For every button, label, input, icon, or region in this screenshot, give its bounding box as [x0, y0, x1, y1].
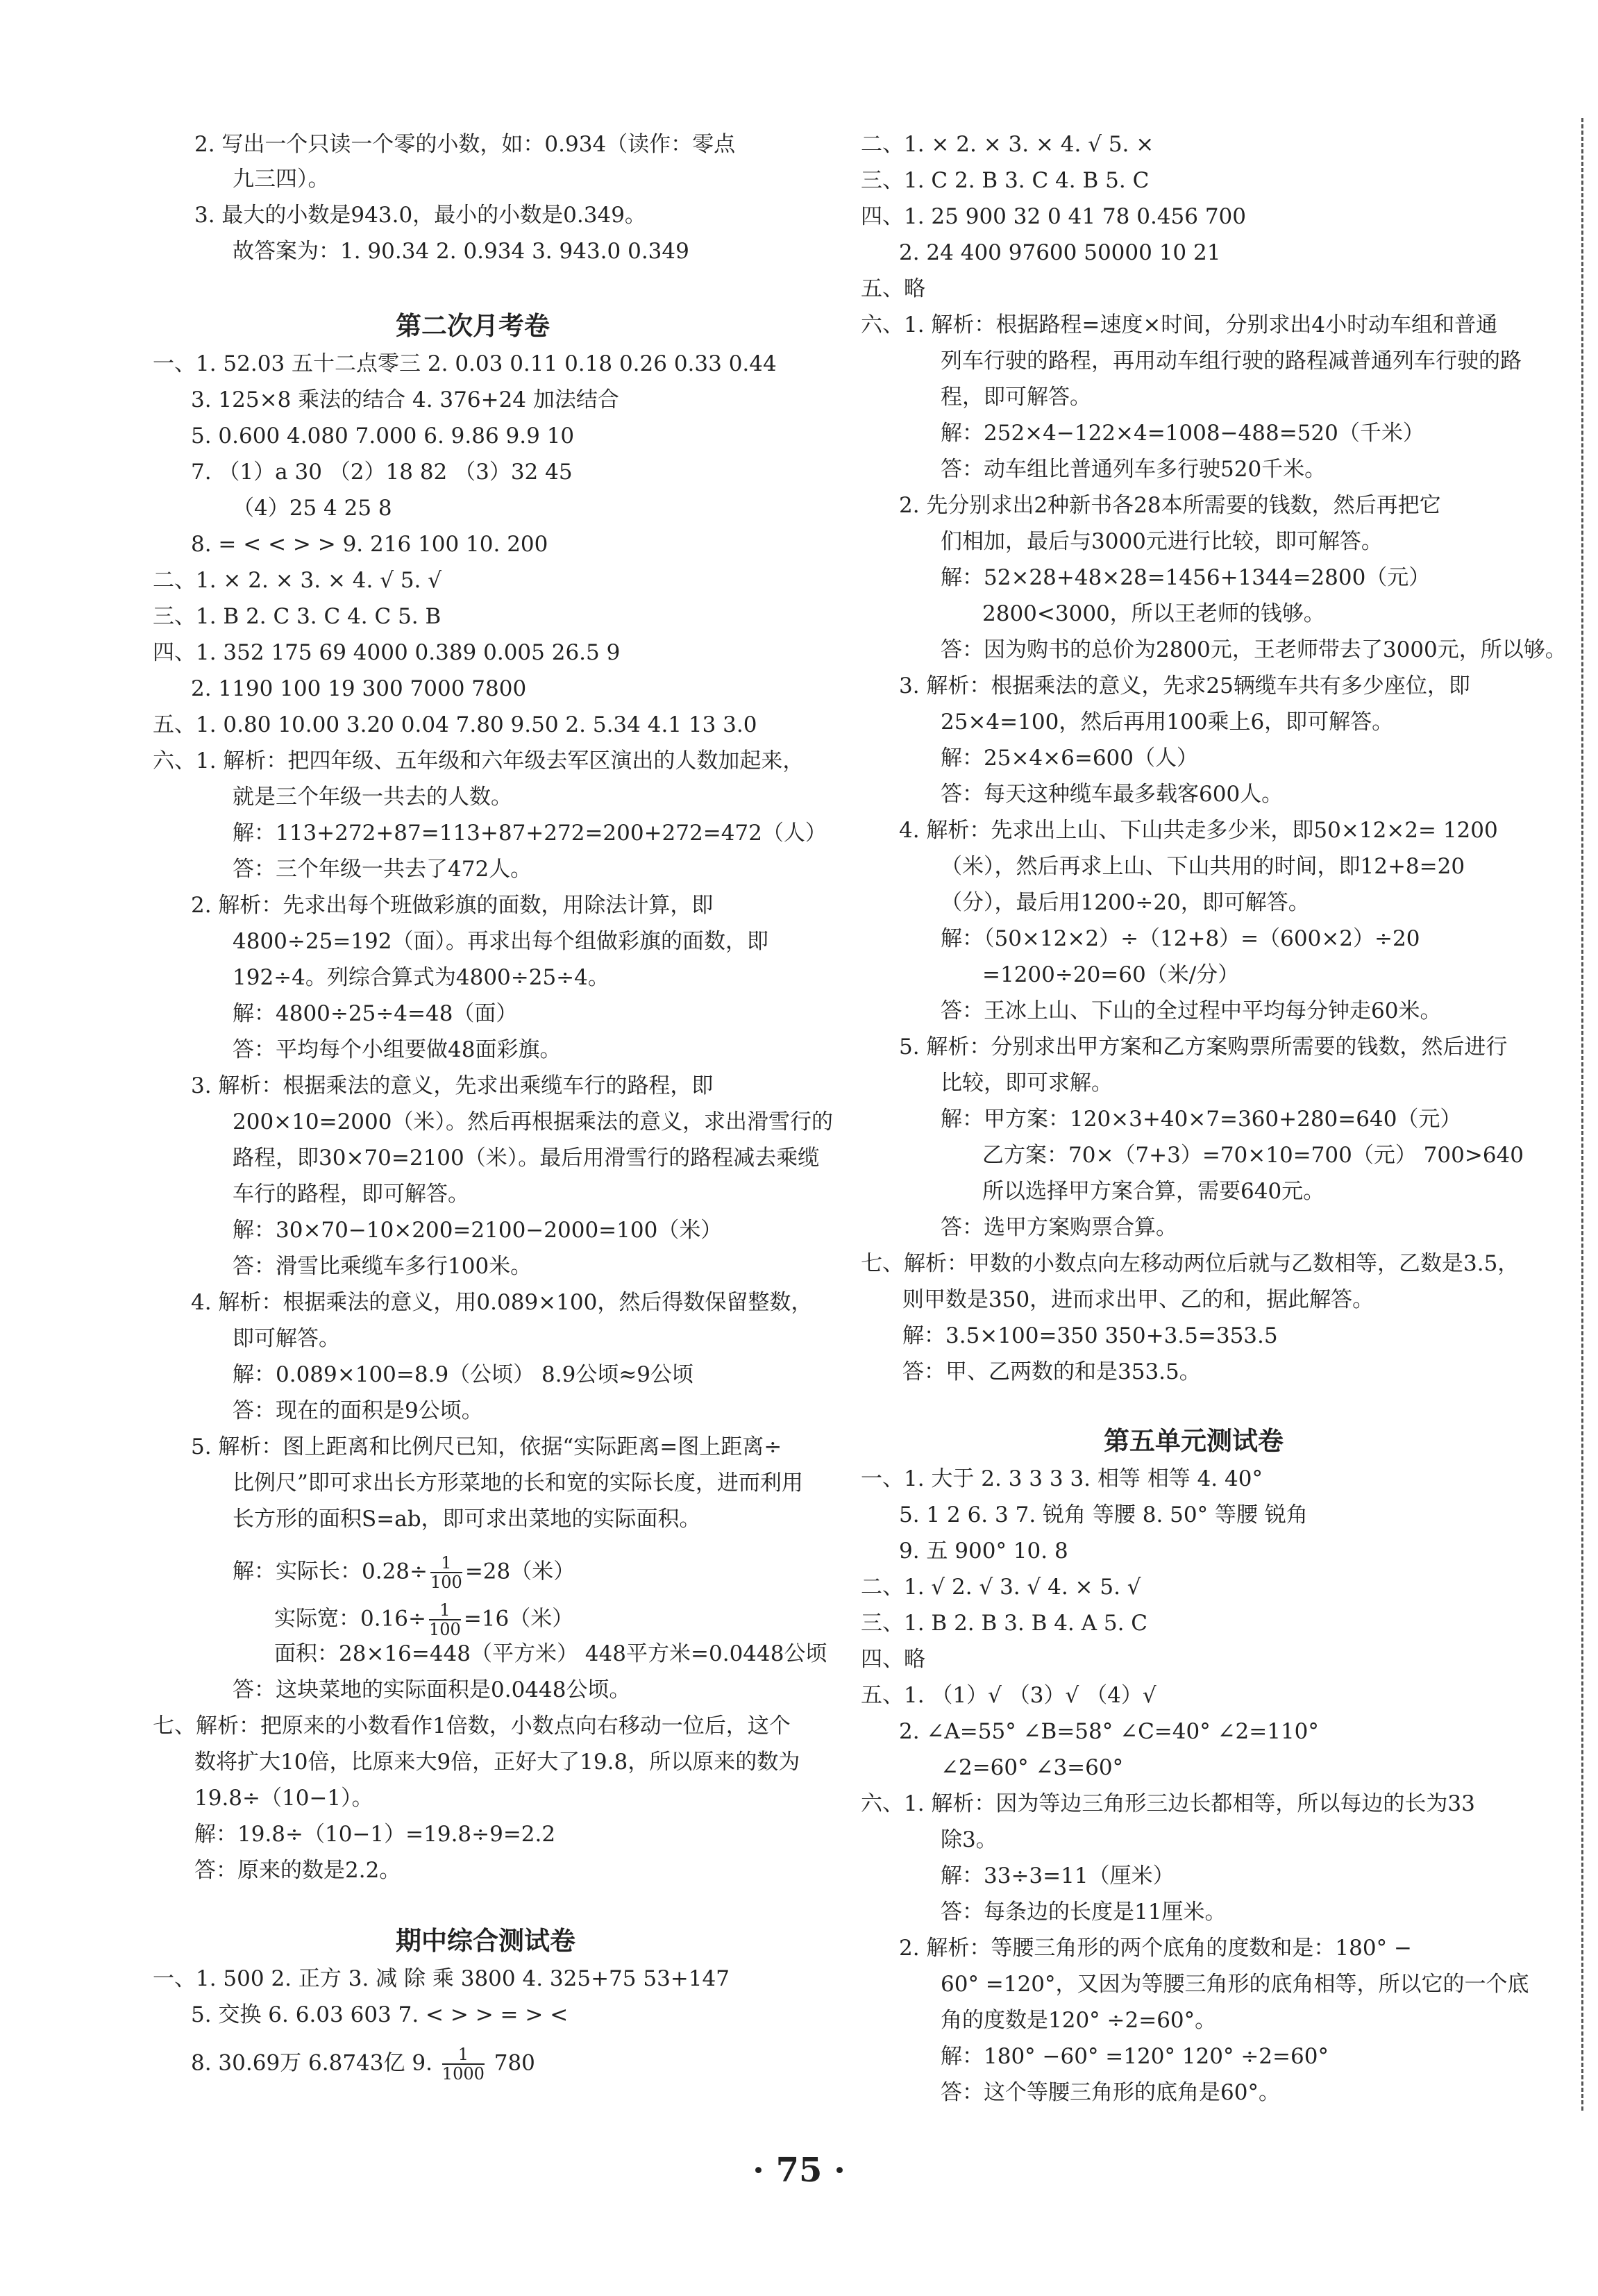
text-line: 长方形的面积S=ab，即可求出菜地的实际面积。 [233, 1507, 701, 1532]
text-line: 答：这块菜地的实际面积是0.0448公顷。 [233, 1677, 631, 1702]
text-line: 解：113+272+87=113+87+272=200+272=472（人） [233, 821, 827, 846]
text-line: 答：原来的数是2.2。 [194, 1858, 401, 1883]
text-line: 解：（50×12×2）÷（12+8）=（600×2）÷20 [941, 926, 1420, 951]
text-line: 2. 解析：先求出每个班做彩旗的面数，用除法计算，即 [191, 893, 714, 918]
text-line: 答：平均每个小组要做48面彩旗。 [233, 1037, 562, 1062]
text-line-fraction [191, 2045, 535, 2083]
line-text: 解：实际长：0.28÷ [233, 1559, 428, 1584]
text-line: 数将扩大10倍，比原来大9倍，正好大了19.8，所以原来的数为 [194, 1750, 800, 1775]
text-line: 六、1. 解析：把四年级、五年级和六年级去军区演出的人数加起来， [153, 748, 805, 773]
binding-dashed-line [1581, 118, 1583, 2111]
fraction-denominator: 100 [430, 1573, 462, 1592]
fraction-numerator: 1 [442, 2045, 485, 2065]
text-line: 解：3.5×100=350 350+3.5=353.5 [902, 1323, 1278, 1348]
text-line: 们相加，最后与3000元进行比较，即可解答。 [941, 529, 1383, 554]
text-line: 解：52×28+48×28=1456+1344=2800（元） [941, 565, 1431, 590]
text-line: 答：三个年级一共去了472人。 [233, 857, 532, 882]
text-line: 解：19.8÷（10−1）=19.8÷9=2.2 [194, 1822, 556, 1847]
fraction [429, 1601, 461, 1639]
text-line: 答：选甲方案购票合算。 [941, 1215, 1177, 1240]
text-line: 解：甲方案：120×3+40×7=360+280=640（元） [941, 1107, 1462, 1132]
text-line: 25×4=100，然后再用100乘上6，即可解答。 [941, 710, 1394, 735]
text-line: 答：滑雪比乘缆车多行100米。 [233, 1254, 532, 1279]
text-line: 二、1. × 2. × 3. × 4. √ 5. × [861, 132, 1154, 157]
text-line: 60° =120°，又因为等腰三角形的底角相等，所以它的一个底 [941, 1972, 1529, 1997]
text-line: 解：33÷3=11（厘米） [941, 1863, 1175, 1888]
text-line: 程，即可解答。 [941, 385, 1091, 410]
text-line: 192÷4。列综合算式为4800÷25÷4。 [233, 965, 609, 990]
text-line-fraction [233, 1554, 575, 1591]
text-line: =1200÷20=60（米/分） [982, 962, 1240, 987]
text-line: 5. 0.600 4.080 7.000 6. 9.86 9.9 10 [191, 424, 575, 449]
text-line: 二、1. √ 2. √ 3. √ 4. × 5. √ [861, 1575, 1141, 1600]
text-line: 除3。 [941, 1827, 998, 1852]
text-line: 答：现在的面积是9公顷。 [233, 1398, 483, 1423]
text-line: 一、1. 大于 2. 3 3 3 3. 相等 相等 4. 40° [861, 1466, 1263, 1491]
text-line-fraction [274, 1601, 573, 1639]
text-line: 19.8÷（10−1）。 [194, 1786, 373, 1811]
text-line: 5. 解析：分别求出甲方案和乙方案购票所需要的钱数，然后进行 [899, 1034, 1508, 1059]
text-line: 答：每天这种缆车最多载客600人。 [941, 782, 1284, 807]
text-line: 三、1. B 2. C 3. C 4. C 5. B [153, 604, 441, 629]
text-line: 四、1. 352 175 69 4000 0.389 0.005 26.5 9 [153, 640, 621, 665]
text-line: 答：王冰上山、下山的全过程中平均每分钟走60米。 [941, 998, 1442, 1023]
text-line: 所以选择甲方案合算，需要640元。 [982, 1179, 1325, 1204]
text-line: 2. 写出一个只读一个零的小数，如：0.934（读作：零点 [194, 132, 736, 157]
text-line: 七、解析：甲数的小数点向左移动两位后就与乙数相等，乙数是3.5， [861, 1251, 1520, 1276]
text-line: 比例尺”即可求出长方形菜地的长和宽的实际长度，进而利用 [233, 1470, 803, 1495]
text-line: 解：25×4×6=600（人） [941, 746, 1198, 771]
text-line: （米），然后再求上山、下山共用的时间，即12+8=20 [941, 854, 1465, 879]
text-line: 2. 24 400 97600 50000 10 21 [899, 240, 1221, 265]
text-line: 2. 先分别求出2种新书各28本所需要的钱数，然后再把它 [899, 493, 1441, 518]
text-line: 列车行驶的路程，再用动车组行驶的路程减普通列车行驶的路 [941, 349, 1522, 374]
section-title: 期中综合测试卷 [396, 1926, 575, 1956]
text-line: 二、1. × 2. × 3. × 4. √ 5. √ [153, 568, 442, 593]
text-line: 3. 最大的小数是943.0，最小的小数是0.349。 [194, 203, 646, 228]
text-line: 三、1. B 2. B 3. B 4. A 5. C [861, 1611, 1148, 1636]
fraction [430, 1554, 462, 1591]
text-line: 解：4800÷25÷4=48（面） [233, 1001, 518, 1026]
text-line: 3. 解析：根据乘法的意义，先求25辆缆车共有多少座位，即 [899, 673, 1470, 698]
text-line: 即可解答。 [233, 1326, 340, 1351]
text-line: 七、解析：把原来的小数看作1倍数，小数点向右移动一位后，这个 [153, 1713, 791, 1738]
text-line: 4. 解析：先求出上山、下山共走多少米，即50×12×2= 1200 [899, 818, 1498, 843]
text-line: 答：因为购书的总价为2800元，王老师带去了3000元，所以够。 [941, 637, 1567, 662]
text-line: 4800÷25=192（面）。再求出每个组做彩旗的面数，即 [233, 929, 768, 954]
text-line: （分），最后用1200÷20，即可解答。 [941, 890, 1310, 915]
text-line: 答：动车组比普通列车多行驶520千米。 [941, 457, 1327, 482]
text-line: 2800<3000，所以王老师的钱够。 [982, 601, 1325, 626]
text-line: 9. 五 900° 10. 8 [899, 1539, 1068, 1564]
text-line: 九三四）。 [233, 167, 330, 192]
text-line: 五、1. （1）√ （3）√ （4）√ [861, 1683, 1157, 1708]
line-text: =28（米） [464, 1559, 575, 1584]
text-line: 路程，即30×70=2100（米）。最后用滑雪行的路程减去乘缆 [233, 1146, 820, 1171]
text-line: 六、1. 解析：根据路程=速度×时间，分别求出4小时动车组和普通 [861, 312, 1498, 337]
text-line: （4）25 4 25 8 [233, 496, 392, 521]
text-line: 则甲数是350，进而求出甲、乙的和，据此解答。 [902, 1287, 1374, 1312]
text-line: 就是三个年级一共去的人数。 [233, 785, 512, 810]
text-line: 5. 交换 6. 6.03 603 7. < > > = > < [191, 2002, 569, 2027]
text-line: 200×10=2000（米）。然后再根据乘法的意义，求出滑雪行的 [233, 1109, 833, 1134]
text-line: 三、1. C 2. B 3. C 4. B 5. C [861, 168, 1150, 193]
text-line: 答：甲、乙两数的和是353.5。 [902, 1359, 1201, 1384]
fraction-denominator: 100 [429, 1620, 461, 1639]
text-line: 5. 1 2 6. 3 7. 锐角 等腰 8. 50° 等腰 锐角 [899, 1502, 1308, 1527]
line-text: =16（米） [463, 1606, 574, 1632]
text-line: 4. 解析：根据乘法的意义，用0.089×100，然后得数保留整数， [191, 1290, 813, 1315]
text-line: 四、略 [861, 1647, 925, 1672]
line-text: 实际宽：0.16÷ [274, 1606, 426, 1632]
fraction [442, 2045, 485, 2083]
page-number: · 75 · [752, 2151, 846, 2190]
text-line: 角的度数是120° ÷2=60°。 [941, 2008, 1217, 2033]
line-text: 780 [487, 2050, 535, 2076]
text-line: 故答案为：1. 90.34 2. 0.934 3. 943.0 0.349 [233, 239, 689, 264]
text-line: 车行的路程，即可解答。 [233, 1182, 469, 1207]
text-line: 2. ∠A=55° ∠B=58° ∠C=40° ∠2=110° [899, 1719, 1319, 1744]
text-line: 解：180° −60° =120° 120° ÷2=60° [941, 2044, 1329, 2069]
text-line: 7. （1）a 30 （2）18 82 （3）32 45 [191, 460, 573, 485]
text-line: 解：252×4−122×4=1008−488=520（千米） [941, 421, 1424, 446]
text-line: 2. 解析：等腰三角形的两个底角的度数和是：180° − [899, 1936, 1412, 1961]
text-line: 2. 1190 100 19 300 7000 7800 [191, 676, 527, 701]
line-text: 8. 30.69万 6.8743亿 9. [191, 2050, 439, 2076]
text-line: 五、略 [861, 276, 925, 301]
text-line: 五、1. 0.80 10.00 3.20 0.04 7.80 9.50 2. 5.34 4.1 13 3.0 [153, 712, 757, 737]
text-line: 答：这个等腰三角形的底角是60°。 [941, 2080, 1280, 2105]
fraction-denominator: 1000 [441, 2064, 485, 2084]
section-title: 第五单元测试卷 [1104, 1426, 1284, 1456]
text-line: 面积：28×16=448（平方米） 448平方米=0.0448公顷 [274, 1641, 827, 1666]
text-line: 5. 解析：图上距离和比例尺已知，依据“实际距离=图上距离÷ [191, 1434, 782, 1459]
section-title: 第二次月考卷 [396, 311, 550, 341]
text-line: 解：30×70−10×200=2100−2000=100（米） [233, 1218, 723, 1243]
text-line: 解：0.089×100=8.9（公顷） 8.9公顷≈9公顷 [233, 1362, 694, 1387]
text-line: ∠2=60° ∠3=60° [941, 1755, 1124, 1780]
text-line: 答：每条边的长度是11厘米。 [941, 1900, 1227, 1925]
text-line: 3. 解析：根据乘法的意义，先求出乘缆车行的路程，即 [191, 1073, 714, 1098]
fraction-numerator: 1 [430, 1554, 462, 1573]
text-line: 一、1. 500 2. 正方 3. 减 除 乘 3800 4. 325+75 53+147 [153, 1966, 730, 1991]
fraction-numerator: 1 [429, 1601, 461, 1620]
text-line: 8. = < < > > 9. 216 100 10. 200 [191, 532, 548, 557]
text-line: 乙方案：70×（7+3）=70×10=700（元） 700>640 [982, 1143, 1524, 1168]
text-line: 一、1. 52.03 五十二点零三 2. 0.03 0.11 0.18 0.26 0.33 0.44 [153, 351, 777, 376]
text-line: 六、1. 解析：因为等边三角形三边长都相等，所以每边的长为33 [861, 1791, 1475, 1816]
text-line: 3. 125×8 乘法的结合 4. 376+24 加法结合 [191, 387, 619, 412]
text-line: 比较，即可求解。 [941, 1071, 1113, 1096]
text-line: 四、1. 25 900 32 0 41 78 0.456 700 [861, 204, 1247, 229]
